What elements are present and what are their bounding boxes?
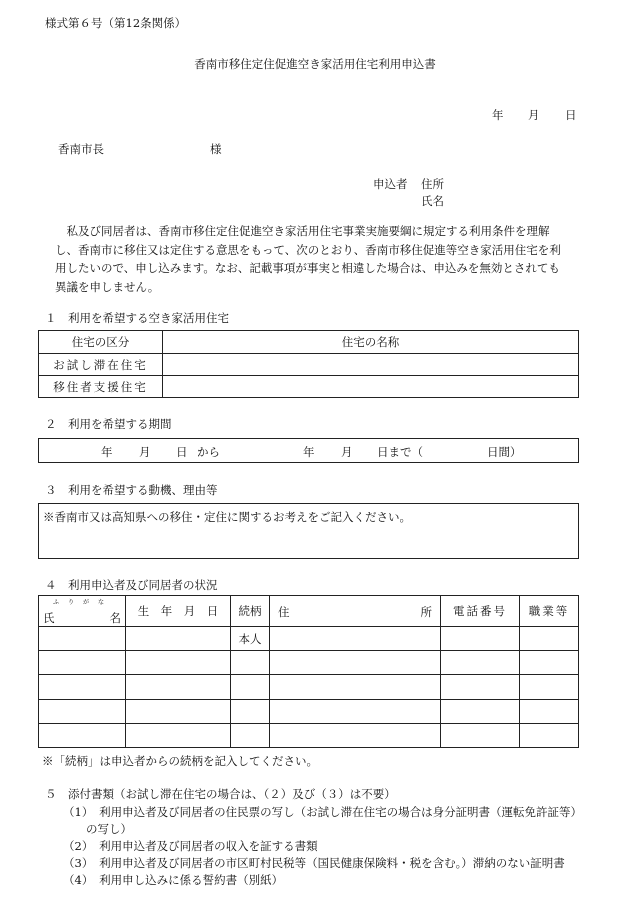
cell-occupation[interactable] (520, 724, 579, 748)
cell-name[interactable] (39, 627, 126, 651)
occupation-header: 職業等 (520, 596, 579, 627)
cell-occupation[interactable] (520, 675, 579, 700)
period-days: 日間） (487, 445, 522, 459)
address-header-a: 住 (278, 605, 290, 619)
cell-address[interactable] (270, 627, 441, 651)
declaration-paragraph: 私及び同居者は、香南市移住定住促進空き家活用住宅事業実施要綱に規定する利用条件を理解し、香南市に移住又は定住する意思をもって、次のとおり、香南市移住促進等空き家活用住宅を利用したいので、申し込みます。なお、記載事項が事実と相違した場合は、申込みを無効とされても異議を申しません。 (55, 224, 561, 294)
cell-relation[interactable] (231, 675, 270, 700)
relation-header: 続柄 (231, 596, 270, 627)
cell-address[interactable] (270, 724, 441, 748)
name-header (39, 596, 126, 627)
cell-name[interactable] (39, 651, 126, 675)
housing-type-trial: お試し滞在住宅 (39, 354, 163, 376)
period-box[interactable] (38, 438, 579, 463)
housing-name-field[interactable] (163, 376, 579, 398)
housing-type-header: 住宅の区分 (39, 331, 163, 354)
attachment-item-1-cont: の写し） (86, 822, 132, 836)
cell-relation[interactable] (231, 724, 270, 748)
housing-type-support: 移住者支援住宅 (39, 376, 163, 398)
addressee-honorific: 様 (210, 142, 222, 156)
period-year2: 年 (303, 445, 315, 459)
attachment-item-4: （4） 利用申し込みに係る誓約書（別紙） (63, 873, 284, 887)
form-number: 様式第６号（第12条関係） (45, 16, 187, 30)
housing-table (38, 330, 579, 398)
cell-name[interactable] (39, 724, 126, 748)
addressee-name: 香南市長 (58, 142, 104, 156)
period-until: 日まで（ (377, 445, 423, 459)
name-header-b: 名 (109, 611, 121, 625)
cell-address[interactable] (270, 675, 441, 700)
birthdate-header: 生 年 月 日 (126, 596, 231, 627)
date-year: 年 (492, 108, 504, 122)
applicant-address-label: 住所 (421, 177, 444, 191)
cell-name[interactable] (39, 675, 126, 700)
section4-heading: ４ 利用申込者及び同居者の状況 (45, 578, 218, 592)
cell-relation[interactable] (231, 700, 270, 724)
cell-occupation[interactable] (520, 627, 579, 651)
attachment-item-2: （2） 利用申込者及び同居者の収入を証する書類 (63, 839, 318, 853)
housing-name-field[interactable] (163, 354, 579, 376)
cell-phone[interactable] (441, 651, 520, 675)
furigana-label: ふりがな (53, 599, 114, 606)
cell-phone[interactable] (441, 675, 520, 700)
cell-name[interactable] (39, 700, 126, 724)
motive-box[interactable] (38, 503, 579, 559)
cell-phone[interactable] (441, 700, 520, 724)
date-day: 日 (565, 108, 577, 122)
phone-header: 電話番号 (441, 596, 520, 627)
housing-name-header: 住宅の名称 (163, 331, 579, 354)
period-from: から (197, 445, 220, 459)
period-day1: 日 (176, 445, 188, 459)
cell-relation-self: 本人 (231, 627, 270, 651)
period-month2: 月 (341, 445, 353, 459)
section2-heading: ２ 利用を希望する期間 (45, 417, 172, 431)
cell-occupation[interactable] (520, 651, 579, 675)
cell-birthdate[interactable] (126, 627, 231, 651)
date-month: 月 (528, 108, 540, 122)
attachment-item-1: （1） 利用申込者及び同居者の住民票の写し（お試し滞在住宅の場合は身分証明書（運転免許証等） (63, 805, 583, 819)
page-title: 香南市移住定住促進空き家活用住宅利用申込書 (194, 57, 436, 71)
household-table (38, 595, 579, 748)
cell-birthdate[interactable] (126, 700, 231, 724)
section3-heading: ３ 利用を希望する動機、理由等 (45, 483, 218, 497)
cell-birthdate[interactable] (126, 724, 231, 748)
period-month1: 月 (139, 445, 151, 459)
cell-address[interactable] (270, 651, 441, 675)
cell-birthdate[interactable] (126, 675, 231, 700)
period-year1: 年 (101, 445, 113, 459)
applicant-label: 申込者 (373, 177, 408, 191)
name-header-a: 氏 (43, 611, 55, 625)
motive-note: ※香南市又は高知県への移住・定住に関するお考えをご記入ください。 (43, 510, 411, 524)
relation-note: ※「続柄」は申込者からの続柄を記入してください。 (42, 754, 318, 768)
address-header-b: 所 (420, 605, 432, 619)
applicant-name-label: 氏名 (421, 194, 444, 208)
cell-phone[interactable] (441, 627, 520, 651)
cell-birthdate[interactable] (126, 651, 231, 675)
address-header (270, 596, 441, 627)
cell-relation[interactable] (231, 651, 270, 675)
section1-heading: １ 利用を希望する空き家活用住宅 (45, 311, 229, 325)
cell-occupation[interactable] (520, 700, 579, 724)
attachment-item-3: （3） 利用申込者及び同居者の市区町村民税等（国民健康保険料・税を含む。）滞納のない証明書 (63, 856, 565, 870)
cell-phone[interactable] (441, 724, 520, 748)
cell-address[interactable] (270, 700, 441, 724)
section5-heading: ５ 添付書類（お試し滞在住宅の場合は、（２）及び（３）は不要） (45, 787, 396, 801)
